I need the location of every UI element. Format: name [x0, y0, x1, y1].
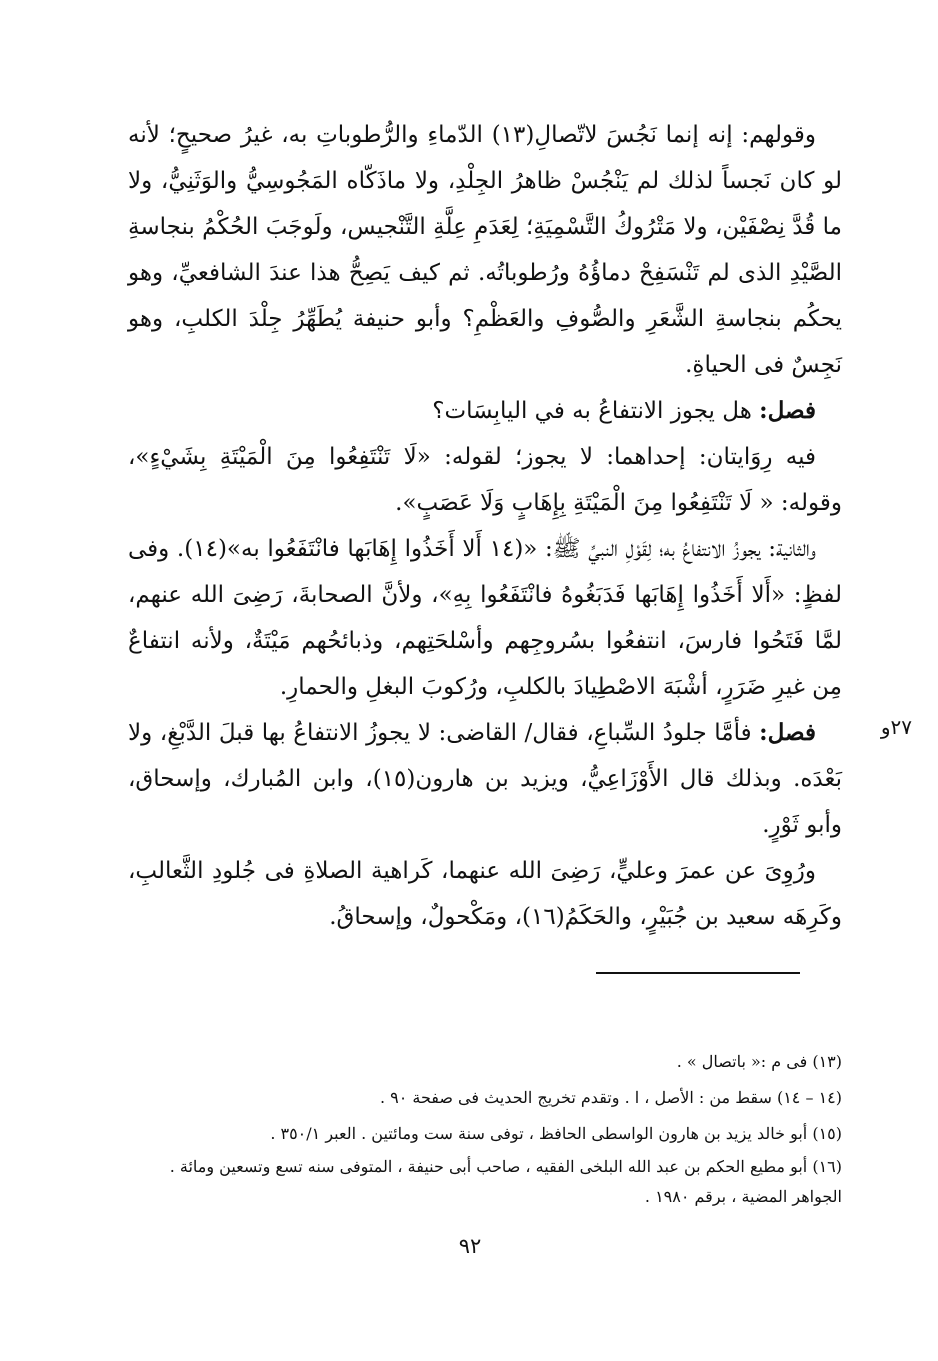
- footnotes: [150, 1044, 842, 1212]
- section-heading-2: [128, 710, 842, 848]
- margin-folio-note: ٢٧و: [880, 715, 912, 739]
- page-number: ٩٢: [458, 1234, 482, 1258]
- footnote-13: (١٣) فى م :« باتصال » .: [676, 1052, 842, 1071]
- main-text: [128, 112, 842, 940]
- footnote-14: (١٤ – ١٤) سقط من : الأصل ، ا . وتقدم تخريج الحديث فى صفحة ٩٠ .: [379, 1088, 842, 1107]
- paragraph-3: فيه رِوَايتان: إحداهما: لا يجوز؛ لقوله: «لَا تَنْتَفِعُوا مِنَ الْمَيْتَةِ بِشَيْءٍ»، وقوله: « لَا تَنْتَفِعُوا مِنَ الْمَيْتَةِ بِإِهَابٍ وَلَا عَصَبٍ».: [128, 444, 842, 516]
- section-text: فأمَّا جلودُ السِّباعِ، فقال/ القاضى: لا يجوزُ الانتفاعُ بها قبلَ الدَّبْغِ، ولا بَعْدَه. وبذلك قال الأَوْزَاعِيُّ، ويزيد بن هارون(١٥)، وابن المُبارك، وإسحاق، وأبو ثَوْرٍ.: [128, 720, 842, 838]
- paragraph-1: وقولهم: إنه إنما نَجُسَ لاتّصالِ(١٣) الدّماءِ والرُّطوباتِ به، غيرُ صحيحٍ؛ لأنه لو كان نَجساً لذلك لم يَنْجُسْ ظاهرُ الجِلْدِ، ولا ماذَكّاه المَجُوسِيُّ والوَثَنِيُّ، ولا ما قُدَّ نِصْفَيْن، ولا مَتْرُوكُ التَّسْمِيَةِ؛ لِعَدَمِ عِلَّةِ التَّنْجيس، ولَوجَبَ الحُكْمُ بنجاسةِ الصَّيْدِ الذى لم تَنْسَفِحْ دماؤُهُ ورُطوباتُه. ثم كيف يَصِحُّ هذا عندَ الشافعيِّ، وهو يحكُم بنجاسةِ الشَّعَرِ والصُّوفِ والعَظْمِ؟ وأبو حنيفة يُطَهِّرُ جِلْدَ الكلبِ، وهو نَجِسٌ فى الحياةِ.: [128, 122, 842, 378]
- section-label: فصل:: [759, 719, 816, 746]
- section-heading-1: [128, 388, 842, 434]
- section-question: هل يجوز الانتفاعُ به في اليابِسَات؟: [432, 398, 760, 424]
- footnote-16: (١٦) أبو مطيع الحكم بن عبد الله البلخى الفقيه ، صاحب أبى حنيفة ، المتوفى سنه تسع وتسعين ومائة . الجواهر المضية ، برقم ١٩٨٠ .: [169, 1157, 842, 1206]
- footnote-15: (١٥) أبو خالد يزيد بن هارون الواسطى الحافظ ، توفى سنة ست ومائتين . العبر ٣٥٠/١ .: [270, 1124, 842, 1143]
- footnote-divider: [596, 972, 800, 974]
- section-label: فصل:: [759, 397, 816, 424]
- paragraph-4: والثانية: يجوزُ الانتفاعُ به؛ لِقَوْلِ النبيِّ ﷺ: «(١٤ أَلا أَخَذُوا إِهَابَها فانْتَفَعُوا به»(١٤). وفى لفظٍ: «أَلا أَخَذُوا إِهَابَها فَدَبَغُوهُ فانْتَفَعُوا بِهِ»، ولأنَّ الصحابةَ، رَضِىَ الله عنهم، لمَّا فَتَحُوا فارسَ، انتفعُوا بسُروجِهم وأسْلحَتِهم، وذبائحُهم مَيْتَةٌ، ولأنه انتفاعٌ مِن غيرِ ضَرَرٍ، أشْبَهَ الاصْطِيادَ بالكلبِ، ورُكوبَ البغلِ والحمارِ.: [128, 536, 842, 700]
- paragraph-6: ورُوِىَ عن عمرَ وعليٍّ، رَضِىَ الله عنهما، كَراهية الصلاةِ فى جُلودِ الثَّعالبِ، وكَرِهَه سعيد بن جُبَيْرٍ، والحَكَمُ(١٦)، ومَكْحولٌ، وإسحاقُ.: [128, 858, 842, 930]
